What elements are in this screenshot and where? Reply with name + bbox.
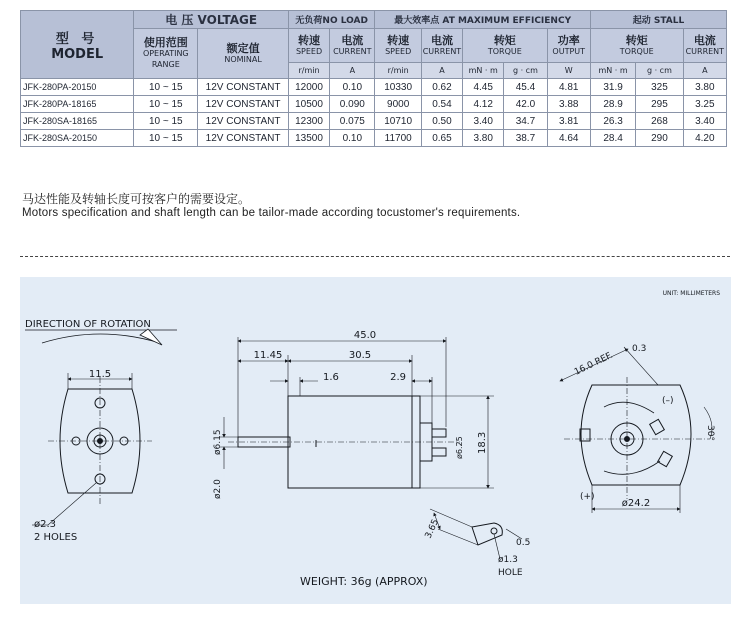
subheader-cn: 使用范围 — [143, 36, 188, 49]
table-cell: 0.10 — [330, 79, 375, 96]
unit-cell: g · cm — [504, 63, 547, 79]
subheader-en: SPEED — [385, 46, 412, 56]
subheader-cn: 额定值 — [226, 41, 260, 55]
table-cell: 12V CONSTANT — [198, 113, 289, 130]
table-cell: 3.40 — [463, 113, 504, 130]
hole-label: HOLE — [498, 568, 523, 578]
table-cell: JFK-280PA-20150 — [21, 79, 134, 96]
table-cell: 3.25 — [683, 96, 726, 113]
noload-current-header — [330, 29, 375, 63]
table-row — [21, 96, 727, 113]
unit-cell: r/min — [288, 63, 329, 79]
max-efficiency-header: 最大效率点 AT MAXIMUM EFFICIENCY — [375, 11, 590, 29]
table-cell: 10330 — [375, 79, 421, 96]
table-cell: 4.45 — [463, 79, 504, 96]
table-cell: 10 ~ 15 — [134, 130, 198, 147]
model-header-cn: 型 号 — [55, 31, 99, 47]
table-cell: 13500 — [288, 130, 329, 147]
rear-terminal-upper — [650, 419, 665, 434]
terminal-top — [432, 429, 446, 437]
unit-cell: W — [547, 63, 590, 79]
table-cell: 4.81 — [547, 79, 590, 96]
subheader-en: OUTPUT — [552, 46, 586, 56]
table-cell: 12300 — [288, 113, 329, 130]
table-cell: 11700 — [375, 130, 421, 147]
table-cell: 0.54 — [421, 96, 462, 113]
dim-11-45: 11.45 — [253, 350, 283, 361]
table-cell: 295 — [636, 96, 683, 113]
table-cell: 4.20 — [683, 130, 726, 147]
subheader-en: TORQUE — [619, 46, 654, 56]
nominal-header — [198, 29, 289, 79]
subheader-en: CURRENT — [422, 46, 462, 56]
table-cell: JFK-280PA-18165 — [21, 96, 134, 113]
subheader-en: OPERATING — [142, 49, 189, 58]
note-english: Motors specification and shaft length can be tailor-made according tocustomer's requirements. — [22, 207, 521, 219]
dim-1-3: ø1.3 — [498, 555, 518, 565]
subheader-cn: 电流 — [693, 33, 716, 47]
table-cell: 12V CONSTANT — [198, 96, 289, 113]
table-cell: 4.12 — [463, 96, 504, 113]
rear-face-outline — [581, 385, 691, 485]
dim-3-65: 3.65 — [423, 517, 442, 541]
table-cell: 26.3 — [590, 113, 635, 130]
unit-cell: A — [421, 63, 462, 79]
terminal-detail — [424, 509, 531, 578]
table-row — [21, 113, 727, 130]
table-cell: 0.10 — [330, 130, 375, 147]
noload-speed-header — [288, 29, 329, 63]
eff-output-header — [547, 29, 590, 63]
dim-30-5: 30.5 — [348, 350, 372, 361]
table-cell: 28.4 — [590, 130, 635, 147]
stall-header: 起动 STALL — [590, 11, 726, 29]
eff-torque-header — [463, 29, 548, 63]
table-cell: JFK-280SA-18165 — [21, 113, 134, 130]
table-cell: 28.9 — [590, 96, 635, 113]
brush-arc-top — [604, 402, 654, 413]
voltage-header: 电 压 VOLTAGE — [134, 11, 289, 29]
table-cell: 3.40 — [683, 113, 726, 130]
table-cell: 10500 — [288, 96, 329, 113]
dim-11-5: 11.5 — [88, 369, 112, 380]
dim-24-2: ø24.2 — [621, 498, 651, 509]
subheader-cn: 电流 — [430, 33, 453, 47]
table-cell: JFK-280SA-20150 — [21, 130, 134, 147]
unit-cell: r/min — [375, 63, 421, 79]
table-cell: 0.50 — [421, 113, 462, 130]
dim-0-5: 0.5 — [516, 538, 531, 548]
dim-16-ref: 16.0 REF. — [572, 350, 615, 378]
model-header — [21, 11, 134, 79]
dim-6-15: ø6.15 — [213, 429, 223, 455]
table-cell: 0.075 — [330, 113, 375, 130]
subheader-cn: 转速 — [387, 33, 410, 47]
stall-current-header — [683, 29, 726, 63]
rotation-arrow-icon — [140, 329, 162, 345]
terminal-bottom — [432, 448, 446, 456]
eff-current-header — [421, 29, 462, 63]
table-cell: 3.81 — [547, 113, 590, 130]
rear-view — [560, 344, 715, 513]
table-cell: 10 ~ 15 — [134, 113, 198, 130]
table-cell: 34.7 — [504, 113, 547, 130]
table-cell: 0.62 — [421, 79, 462, 96]
table-cell: 325 — [636, 79, 683, 96]
subheader-en: TORQUE — [487, 46, 522, 56]
table-cell: 38.7 — [504, 130, 547, 147]
two-holes-label: 2 HOLES — [34, 532, 78, 543]
table-cell: 12V CONSTANT — [198, 79, 289, 96]
subheader-en: NOMINAL — [224, 54, 262, 64]
table-cell: 3.80 — [463, 130, 504, 147]
brush-arc-bottom — [604, 461, 660, 474]
table-row — [21, 79, 727, 96]
table-cell: 3.80 — [683, 79, 726, 96]
stall-torque-header — [590, 29, 683, 63]
spec-table — [20, 10, 727, 147]
dim-6-25: ø6.25 — [455, 436, 464, 459]
dim-18-3: 18.3 — [477, 431, 488, 454]
table-cell: 3.88 — [547, 96, 590, 113]
dim-30deg: 30° — [705, 425, 715, 441]
table-cell: 12V CONSTANT — [198, 130, 289, 147]
operating-range-header — [134, 29, 198, 79]
table-cell: 4.64 — [547, 130, 590, 147]
unit-cell: g · cm — [636, 63, 683, 79]
table-cell: 45.4 — [504, 79, 547, 96]
terminal-tab — [472, 523, 502, 545]
subheader-cn: 转矩 — [493, 33, 516, 47]
unit-cell: mN · m — [463, 63, 504, 79]
subheader-cn: 转矩 — [625, 33, 648, 47]
table-cell: 0.65 — [421, 130, 462, 147]
terminal-hole — [491, 528, 497, 534]
dim-45: 45.0 — [353, 330, 377, 341]
dim-2-0: ø2.0 — [213, 479, 223, 499]
dim-2-9: 2.9 — [390, 372, 406, 383]
table-cell: 290 — [636, 130, 683, 147]
unit-cell: A — [683, 63, 726, 79]
header-row-1 — [21, 11, 727, 29]
table-cell: 12000 — [288, 79, 329, 96]
subheader-en: RANGE — [151, 60, 180, 69]
side-view — [213, 330, 494, 499]
rear-terminal-lower — [658, 451, 673, 466]
subheader-en: CURRENT — [685, 46, 725, 56]
dim-1-6: 1.6 — [323, 372, 339, 383]
dimension-drawing-panel — [20, 277, 731, 604]
subheader-cn: 功率 — [557, 33, 580, 47]
eff-speed-header — [375, 29, 421, 63]
table-cell: 42.0 — [504, 96, 547, 113]
dim-2-3: ø2.3 — [34, 519, 57, 530]
subheader-en: SPEED — [295, 46, 323, 56]
subheader-cn: 转速 — [298, 33, 321, 47]
table-cell: 10 ~ 15 — [134, 79, 198, 96]
unit-label: UNIT: MILLIMETERS — [662, 290, 720, 297]
model-header-en: MODEL — [51, 46, 104, 62]
direction-label: DIRECTION OF ROTATION — [25, 319, 151, 330]
table-cell: 10 ~ 15 — [134, 96, 198, 113]
front-view — [25, 319, 177, 543]
table-row — [21, 130, 727, 147]
dim-0-3: 0.3 — [632, 344, 647, 354]
table-cell: 268 — [636, 113, 683, 130]
dashed-divider — [20, 256, 730, 257]
minus-terminal-label: (–) — [662, 396, 674, 406]
table-cell: 31.9 — [590, 79, 635, 96]
subheader-cn: 电流 — [341, 33, 364, 47]
no-load-header: 无负荷NO LOAD — [288, 11, 375, 29]
table-cell: 10710 — [375, 113, 421, 130]
unit-cell: A — [330, 63, 375, 79]
subheader-en: CURRENT — [333, 46, 372, 56]
unit-cell: mN · m — [590, 63, 635, 79]
dimension-drawing — [20, 277, 731, 604]
table-cell: 9000 — [375, 96, 421, 113]
table-cell: 0.090 — [330, 96, 375, 113]
weight-label: WEIGHT: 36g (APPROX) — [300, 575, 428, 588]
note-chinese: 马达性能及转轴长度可按客户的需要设定。 — [22, 192, 251, 206]
plus-terminal-label: (+) — [580, 492, 595, 502]
